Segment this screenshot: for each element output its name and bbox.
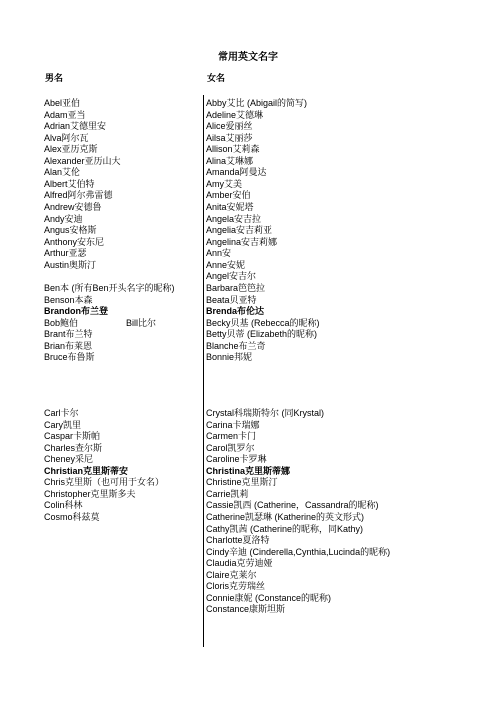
name-entry: Brant布兰特 [44, 329, 93, 340]
name-entry: Alice爱丽丝 [206, 121, 253, 132]
name-entry: Anne安妮 [206, 259, 246, 270]
name-entry: Christina克里斯蒂娜 [206, 465, 291, 476]
name-entry: Claire克莱尔 [206, 569, 257, 580]
name-entry: Alva阿尔瓦 [44, 132, 89, 143]
name-entry: Catherine凯瑟琳 (Katherine的英文形式) [206, 511, 365, 522]
name-entry: Andy安迪 [44, 213, 83, 224]
name-entry: Becky贝基 (Rebecca的昵称) [206, 317, 320, 328]
name-entry: Christopher克里斯多夫 [44, 488, 136, 499]
name-entry: Benson本森 [44, 294, 93, 305]
name-entry: Christine克里斯汀 [206, 477, 278, 488]
name-entry: Bonnie邦妮 [206, 352, 253, 363]
name-entry: Carmen卡门 [206, 431, 257, 442]
name-entry: Alan艾伦 [44, 167, 81, 178]
name-entry: Adeline艾德琳 [206, 109, 264, 120]
name-entry: Brenda布伦达 [206, 306, 265, 317]
name-entry: Alexander亚历山大 [44, 155, 121, 166]
name-entry: Carrie凯莉 [206, 488, 249, 499]
male-column-header: 男名 [45, 73, 64, 83]
name-entry: Cheney采尼 [44, 454, 94, 465]
name-entry: Allison艾莉森 [206, 144, 260, 155]
name-entry: Adrian艾德里安 [44, 121, 107, 132]
name-entry: Caroline卡罗琳 [206, 454, 267, 465]
name-entry: Alfred阿尔弗雷德 [44, 190, 113, 201]
name-entry: Betty贝蒂 (Elizabeth的昵称) [206, 329, 318, 340]
name-entry: Chris克里斯（也可用于女名） [44, 477, 165, 488]
name-entry: Albert艾伯特 [44, 178, 95, 189]
name-entry: Andrew安德鲁 [44, 201, 102, 212]
name-entry: Carol凯罗尔 [206, 442, 255, 453]
name-entry: Cathy凯茜 (Catherine的昵称，同Kathy) [206, 523, 364, 534]
name-entry: Crystal科瑞斯特尔 (同Krystal) [206, 408, 325, 418]
name-entry: Alex亚历克斯 [44, 144, 98, 155]
name-entry: Angela安吉拉 [206, 213, 262, 224]
name-entry: Alina艾琳娜 [206, 155, 254, 166]
name-entry: Carina卡瑞娜 [206, 419, 260, 430]
name-entry: Angus安格斯 [44, 225, 97, 236]
name-entry: Bill比尔 [126, 317, 157, 328]
name-entry: Brian布莱恩 [44, 340, 93, 351]
name-entry: Barbara笆笆拉 [206, 283, 266, 293]
name-entry: Adam亚当 [44, 109, 86, 120]
name-entry: Ben本 (所有Ben开头名字的昵称) [44, 283, 175, 293]
name-entry: Connie康妮 (Constance的昵称) [206, 592, 332, 603]
name-entry: Amy艾美 [206, 178, 243, 189]
name-entry: Carl卡尔 [44, 408, 79, 418]
name-entry: Charles查尔斯 [44, 442, 103, 453]
name-entry: Bob鲍伯 [44, 317, 79, 328]
name-entry: Caspar卡斯帕 [44, 431, 101, 442]
name-entry: Amber安伯 [206, 190, 251, 201]
name-entry: Abel亚伯 [44, 98, 81, 108]
name-entry: Angelina安吉莉娜 [206, 236, 278, 247]
name-entry: Brandon布兰登 [44, 306, 108, 317]
page-title: 常用英文名字 [218, 52, 278, 63]
name-entry: Austin奥斯汀 [44, 259, 97, 270]
name-entry: Claudia克劳迪娅 [206, 558, 273, 569]
name-entry: Christian克里斯蒂安 [44, 465, 129, 476]
column-divider [203, 95, 204, 647]
name-entry: Cindy辛迪 (Cinderella,Cynthia,Lucinda的昵称) [206, 546, 391, 557]
name-entry: Beata贝亚特 [206, 294, 257, 305]
name-entry: Ann安 [206, 248, 232, 259]
name-entry: Cloris克劳瑞丝 [206, 581, 266, 592]
name-entry: Colin科林 [44, 500, 83, 511]
name-entry: Angel安吉尔 [206, 271, 257, 282]
name-entry: Cosmo科兹莫 [44, 511, 100, 522]
name-entry: Ailsa艾丽莎 [206, 132, 253, 143]
name-entry: Arthur亚瑟 [44, 248, 87, 259]
name-entry: Constance康斯坦斯 [206, 604, 286, 615]
name-entry: Charlotte夏洛特 [206, 535, 270, 546]
name-entry: Abby艾比 (Abigail的简写) [206, 98, 308, 108]
name-entry: Anita安妮塔 [206, 201, 254, 212]
name-entry: Amanda阿曼达 [206, 167, 267, 178]
name-entry: Cary凯里 [44, 419, 82, 430]
name-entry: Anthony安东尼 [44, 236, 105, 247]
name-entry: Cassie凯西 (Catherine，Cassandra的昵称) [206, 500, 379, 511]
name-entry: Bruce布鲁斯 [44, 352, 95, 363]
name-entry: Blanche布兰奇 [206, 340, 266, 351]
name-entry: Angelia安吉莉亚 [206, 225, 273, 236]
female-column-header: 女名 [207, 73, 226, 83]
